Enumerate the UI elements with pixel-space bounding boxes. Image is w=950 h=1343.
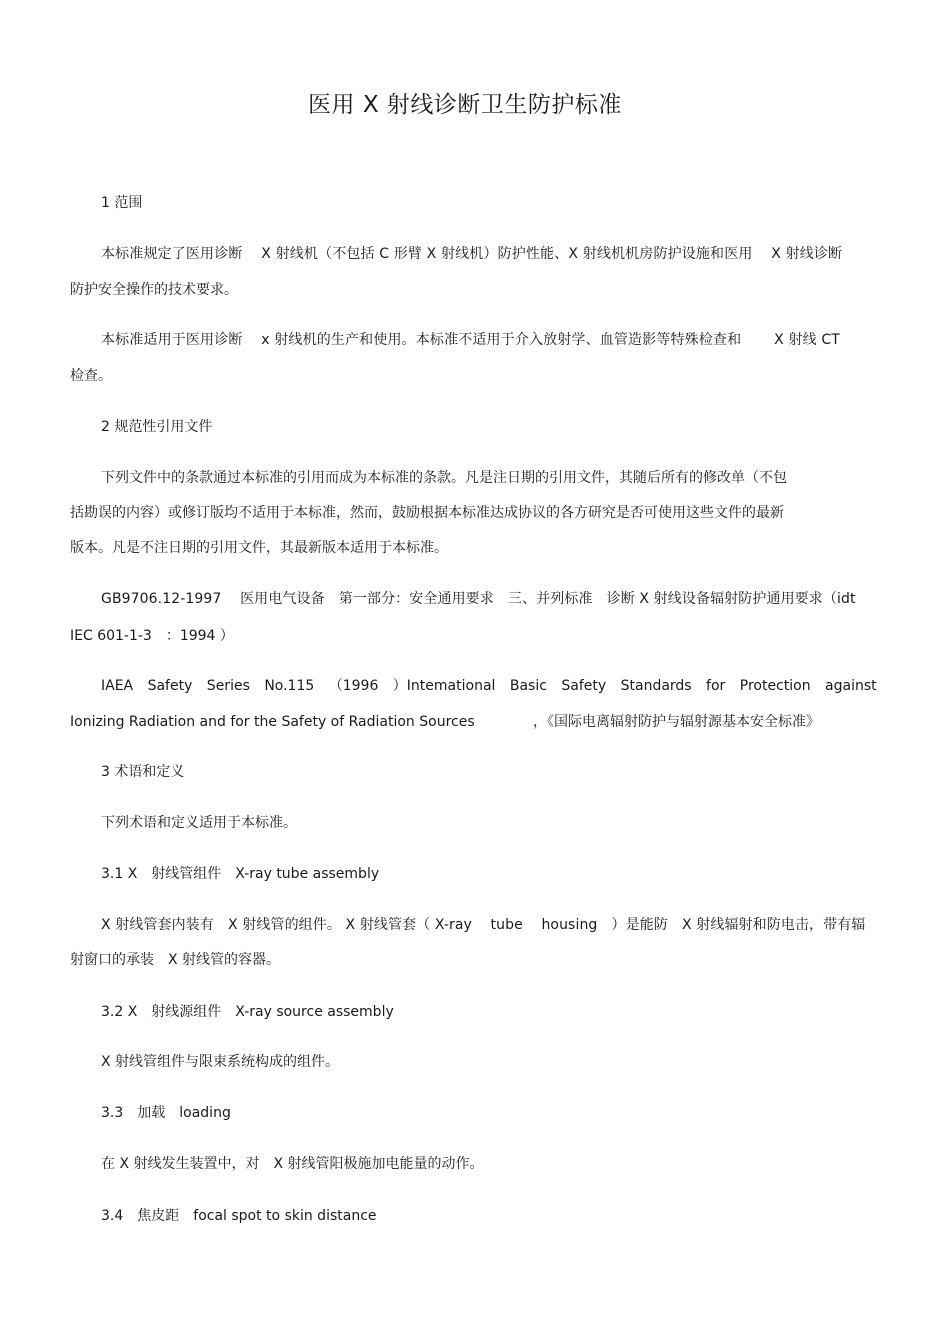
paragraph-references-line-3: 版本。凡是不注日期的引用文件，其最新版本适用于本标准。: [70, 540, 448, 556]
paragraph-scope-line-1: 本标准规定了医用诊断 X 射线机（不包括 C 形臂 X 射线机）防护性能、X 射线机机房防护设施和医用 X 射线诊断: [101, 246, 843, 262]
reference-gb9706-line-1: GB9706.12-1997 医用电气设备 第一部分：安全通用要求 三、并列标准 诊断 X 射线设备辐射防护通用要求（idt: [101, 591, 856, 607]
section-2-heading: 2 规范性引用文件: [101, 419, 213, 435]
term-3-1-heading: 3.1 X 射线管组件 X-ray tube assembly: [101, 866, 380, 882]
term-3-3-heading: 3.3 加载 loading: [101, 1105, 231, 1121]
term-3-1-definition-line-1: X 射线管套内装有 X 射线管的组件。 X 射线管套（ X-ray tube housing ）是能防 X 射线辐射和防电击，带有辐: [101, 917, 866, 933]
reference-iaea-line-2-english: Ionizing Radiation and for the Safety of Radiation Sources: [70, 714, 475, 730]
paragraph-applicability-line-2: 检查。: [70, 368, 112, 384]
paragraph-terms-intro: 下列术语和定义适用于本标准。: [101, 815, 297, 831]
paragraph-applicability-line-1: 本标准适用于医用诊断 x 射线机的生产和使用。本标准不适用于介入放射学、血管造影等特殊检查和 X 射线 CT: [101, 332, 841, 348]
reference-gb9706-line-2: IEC 601-1-3 ：1994 ）: [70, 628, 234, 644]
paragraph-scope-line-2: 防护安全操作的技术要求。: [70, 282, 238, 298]
section-3-heading: 3 术语和定义: [101, 764, 185, 780]
term-3-2-definition: X 射线管组件与限束系统构成的组件。: [101, 1054, 340, 1070]
term-3-2-heading: 3.2 X 射线源组件 X-ray source assembly: [101, 1004, 394, 1020]
term-3-4-heading: 3.4 焦皮距 focal spot to skin distance: [101, 1208, 377, 1224]
document-title: 医用 X 射线诊断卫生防护标准: [308, 92, 622, 118]
term-3-1-definition-line-2: 射窗口的承装 X 射线管的容器。: [70, 952, 281, 968]
reference-iaea-line-1: IAEA Safety Series No.115 （1996 ）Intemational Basic Safety Standards for Protection against: [101, 678, 877, 694]
reference-iaea-line-2-chinese: ，《国际电离辐射防护与辐射源基本安全标准》: [533, 714, 820, 730]
term-3-3-definition: 在 X 射线发生装置中，对 X 射线管阳极施加电能量的动作。: [101, 1156, 484, 1172]
paragraph-references-line-2: 括勘误的内容）或修订版均不适用于本标准，然而，鼓励根据本标准达成协议的各方研究是否可使用这些文件的最新: [70, 505, 784, 521]
paragraph-references-line-1: 下列文件中的条款通过本标准的引用而成为本标准的条款。凡是注日期的引用文件，其随后所有的修改单（不包: [101, 470, 787, 486]
section-1-heading: 1 范围: [101, 195, 143, 211]
